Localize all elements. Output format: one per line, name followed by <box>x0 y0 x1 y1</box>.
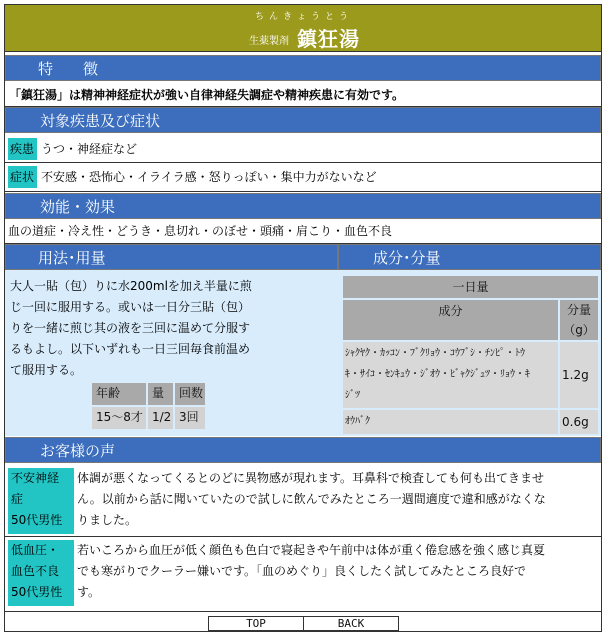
target-symptom-text: 不安感・恐怖心・イライラ感・怒りっぽい・集中力がないなど <box>41 170 377 184</box>
ingredient-name-line: ｼｬｸﾔｸ・ｶｯｺﾝ・ﾌﾞｸﾘｮｳ・ｺｳﾌﾞｼ・ﾁﾝﾋﾟ・ﾄｳ <box>345 348 525 359</box>
section-targets-label: 対象疾患及び症状 <box>40 112 161 130</box>
voice-text-line: す。 <box>77 585 101 599</box>
section-ingredients-label: 成分･分量 <box>373 249 441 267</box>
dosage-cell-times: 3回 <box>175 407 205 429</box>
ingredient-name <box>343 342 558 408</box>
ingredient-name-line: ｼﾞﾂ <box>345 390 360 401</box>
section-targets-header <box>5 107 601 133</box>
section-features-label: 特 徴 <box>38 60 99 78</box>
usage-line: るもよし。以下いずれも一日三回毎食前温め <box>10 342 251 356</box>
dosage-header-amount: 量 <box>148 383 173 405</box>
ingredients-col-amount-line1: 分量 <box>566 303 591 317</box>
top-button[interactable]: TOP <box>208 616 304 631</box>
voice-tag <box>8 540 74 606</box>
divider <box>5 162 601 163</box>
voice-text-line: でも寒がりでクーラー嫌いです。「血のめぐり」良くしたく試してみたところ良好で <box>77 564 527 578</box>
voice-tag-line: 50代男性 <box>11 585 63 599</box>
section-features-header <box>5 55 601 81</box>
ingredient-name-line: ｷ・ｻｲｺ・ｾﾝｷｭｳ・ｼﾞｵｳ・ﾋﾞｬｸｼﾞｭﾂ・ﾘｮｳ・ｷ <box>345 369 530 380</box>
ingredients-col-amount <box>560 300 598 340</box>
divider <box>5 611 601 612</box>
efficacy-text: 血の道症・冷え性・どうき・息切れ・のぼせ・頭痛・肩こり・血色不良 <box>8 224 393 238</box>
section-usage-header <box>5 244 338 270</box>
target-tag-disease: 疾患 <box>8 138 37 160</box>
divider <box>5 191 601 192</box>
target-tag-symptom: 症状 <box>8 166 37 188</box>
ingredients-caption: 一日量 <box>343 276 598 298</box>
ingredient-name: ｵｳﾊﾞｸ <box>343 410 558 434</box>
voice-text-line: りました。 <box>77 513 138 527</box>
title-ruby: ちんきょうとう <box>255 12 354 22</box>
voice-text <box>77 540 545 603</box>
ingredients-col-amount-line2: （g） <box>563 323 595 337</box>
dosage-header-times: 回数 <box>175 383 205 405</box>
section-usage-label: 用法･用量 <box>38 249 106 267</box>
voice-tag-line: 低血圧・ <box>11 543 60 557</box>
dosage-header-age: 年齢 <box>92 383 146 405</box>
dosage-cell-age: 15～8才 <box>92 407 146 429</box>
usage-line: 大人一貼（包）りに水200mlを加え半量に煎 <box>10 279 252 293</box>
section-voices-header <box>5 437 601 463</box>
section-ingredients-header <box>338 244 601 270</box>
voice-text-line: ん。以前から話に聞いていたので試しに飲んでみたところ一週間適度で違和感がなくな <box>77 492 546 506</box>
section-efficacy-label: 効能・効果 <box>40 198 116 216</box>
voice-text-line: 若いころから血圧が低く顔色も色白で寝起きや午前中は体が重く倦怠感を強く感じ真夏 <box>77 543 546 557</box>
voice-tag <box>8 468 74 534</box>
product-type-label: 生薬製剤 <box>249 36 289 47</box>
page-title: 鎮狂湯 <box>297 27 360 51</box>
ingredient-amount: 0.6g <box>560 410 598 434</box>
voice-text-line: 体調が悪くなってくるとのどに異物感が現れます。耳鼻科で検査しても何も出てきませ <box>77 471 545 485</box>
ingredient-amount: 1.2g <box>560 342 598 408</box>
ingredients-col-name: 成分 <box>343 300 558 340</box>
back-button[interactable]: BACK <box>303 616 399 631</box>
usage-line: て服用する。 <box>10 363 83 377</box>
feature-text: 「鎮狂湯」は精神神経症状が強い自律神経失調症や精神疾患に有効です。 <box>9 88 405 102</box>
title-bar <box>5 5 601 52</box>
target-disease-text: うつ・神経症など <box>41 142 138 156</box>
voice-tag-line: 50代男性 <box>11 513 63 527</box>
divider <box>5 536 601 537</box>
voice-text <box>77 468 546 531</box>
voice-tag-line: 症 <box>11 492 24 506</box>
usage-line: りを一緒に煎じ其の液を三回に温めて分服す <box>10 321 251 335</box>
dosage-cell-amount: 1/2 <box>148 407 173 429</box>
section-efficacy-header <box>5 193 601 219</box>
voice-tag-line: 不安神経 <box>11 471 60 485</box>
section-voices-label: お客様の声 <box>40 442 116 460</box>
usage-line: じ一回に服用する。或いは一日分三貼（包） <box>10 300 251 314</box>
voice-tag-line: 血色不良 <box>11 564 60 578</box>
usage-text <box>10 276 252 381</box>
